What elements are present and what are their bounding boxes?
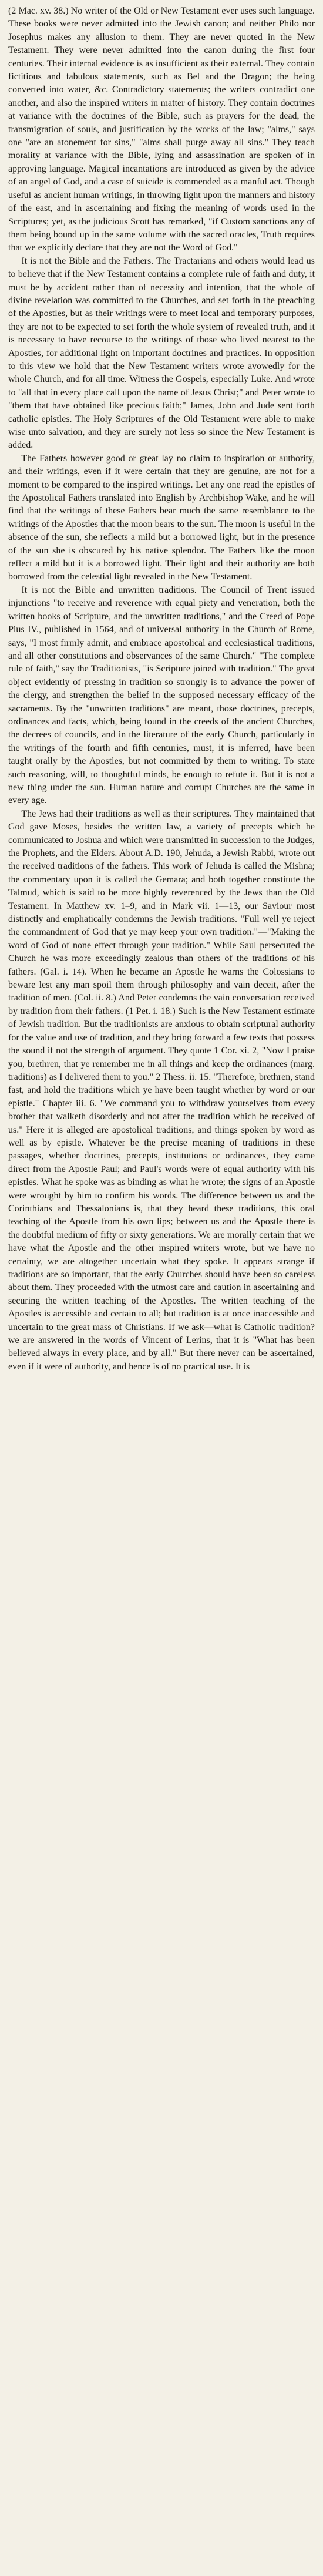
paragraph-bible-and-fathers: It is not the Bible and the Fathers. The Tractarians and others would lead us to believe that if the New Testament contains a complete rule of faith and duty, it must be by accident rather than of necessity and intention, that the whole of divine revelation was committed to the Churches, and set forth in the preaching of the Apostles, but as their writings were to meet local and temporary purposes, they are not to be expected to set forth the whole system of revealed truth, and it is necessary to have recourse to the writings of those who lived nearest to the Apostles, for additional light on important doctrines and practices. In opposition to this view we hold that the New Testament writers wrote avowedly for the whole Church, and for all time. Witness the Gospels, especially Luke. And wrote to "all that in every place call upon the name of Jesus Christ;" and Peter wrote to "them that have obtained like precious faith;" James, John and Jude sent forth catholic epistles. The Holy Scriptures of the Old Testament were able to make wise unto salvation, and they are surely not less so since the New Testament is added. [8,256,315,451]
paragraph-fathers-borrowed-light: The Fathers however good or great lay no claim to inspiration or authority, and their writings, even if it were certain that they are genuine, are not for a moment to be compared to the inspired writings. Let any one read the epistles of the Apostolical Fathers translated into English by Archbishop Wake, and he will find that the writings of these Fathers bear much the same resemblance to the writings of the Apostles that the moon bears to the sun. The moon is useful in the absence of the sun, she reflects a mild but a borrowed light, but in the presence of the sun she is obscured by his native splendor. The Fathers like the moon reflect a mild but it is a borrowed light. Their light and their authority are both borrowed from the celestial light revealed in the New Testament. [8,453,315,582]
paragraph-unwritten-traditions: It is not the Bible and unwritten traditions. The Council of Trent issued injunctions "to receive and reverence with equal piety and veneration, both the written books of Scripture, and the unwritten traditions," and the Creed of Pope Pius IV., published in 1564, and of universal authority in the Church of Rome, says, "I most firmly admit, and embrace apostolical and ecclesiastical traditions, and all other constitutions and observances of the same Church." "The complete rule of faith," say the Traditionists, "is Scripture joined with tradition." The great object evidently of pressing in tradition so strongly is to advance the power of the clergy, and strengthen the belief in the supposed necessary efficacy of the sacraments. By the "unwritten traditions" are meant, those doctrines, precepts, ordinances and facts, which, being found in the creeds of the ancient Churches, the decrees of councils, and in the literature of the early Church, particularly in the writings of the fourth and fifth centuries, must, it is inferred, have been taught orally by the Apostles, but not committed by them to writing. To state such reasoning, will, to thoughtful minds, be enough to refute it. But it is not a new thing under the sun. Human nature and corrupt Churches are the same in every age. [8,585,315,806]
paragraph-jewish-traditions: The Jews had their traditions as well as their scriptures. They maintained that God gave Moses, besides the written law, a variety of precepts which he communicated to Joshua and which were transmitted in succession to the Judges, the Prophets, and the Elders. About A.D. 190, Jehuda, a Jewish Rabbi, wrote out the received traditions of the fathers. This work of Jehuda is called the Mishna; the commentary upon it is called the Gemara; and both together constitute the Talmud, which is said to be more highly reverenced by the Jews than the Old Testament. In Matthew xv. 1–9, and in Mark vii. 1—13, our Saviour most distinctly and emphatically condemns the Jewish traditions. "Full well ye reject the commandment of God that ye may keep your own tradition."—"Making the word of God of none effect through your tradition." While Saul persecuted the Church he was more exceedingly zealous than others of the traditions of his fathers. (Gal. i. 14). When he became an Apostle he warns the Colossians to beware lest any man spoil them through philosophy and vain deceit, after the tradition of men. (Col. ii. 8.) And Peter condemns the vain conversation received by tradition from their fathers. (1 Pet. i. 18.) Such is the New Testament estimate of Jewish tradition. But the traditionists are anxious to obtain scriptural authority for the value and use of tradition, and they bring forward a few texts that possess the sound if not the strength of argument. They quote 1 Cor. xi. 2, "Now I praise you, brethren, that ye remember me in all things and keep the ordinances (marg. traditions) as I delivered them to you." 2 Thess. ii. 15. "Therefore, brethren, stand fast, and hold the traditions which ye have been taught whether by word or our epistle." Chapter iii. 6. "We command you to withdraw yourselves from every brother that walketh disorderly and not after the tradition which he received of us." Here it is alleged are apostolical traditions, and things spoken by word as well as by epistle. Whatever be the precise meaning of traditions in these passages, whether doctrines, precepts, institutions or ordinances, they came direct from the Apostle Paul; and Paul's words were of equal authority with his epistles. What he spoke was as binding as what he wrote; the signs of an Apostle were wrought by him to confirm his words. The difference between us and the Corinthians and Thessalonians is, that they heard these traditions, this oral teaching of the Apostle from his own lips; between us and the Apostle there is the doubtful medium of fifty or sixty generations. We are morally certain that we have what the Apostle and the other inspired writers wrote, but we have no certainty, we are altogether uncertain what they spoke. It appears strange if traditions are so important, that the early Churches should have been so careless about them. They proceeded with the utmost care and caution in ascertaining and securing the written teaching of the Apostles. The written teaching of the Apostles is accessible and certain to all; but tradition is at once inaccessible and uncertain to the great mass of Christians. If we ask—what is Catholic tradition? we are answered in the words of Vincent of Lerins, that it is "What has been believed always in every place, and by all." But there never can be ascertained, even if it were of authority, and hence is of no practical use. It is [8,808,315,1372]
paragraph-apocrypha: (2 Mac. xv. 38.) No writer of the Old or New Testament ever uses such language. These books were never admitted into the Jewish canon; and neither Philo nor Josephus makes any allusion to them. They are never quoted in the New Testament. They were never admitted into the canon during the first four centuries. Their internal evidence is as insufficient as their external. They contain fictitious and fabulous statements, such as Bel and the Dragon; the being converted into water, &c. Contradictory statements; the writers contradict one another, and also the inspired writers in matter of history. They contain doctrines at variance with the doctrines of the Bible, such as prayers for the dead, the transmigration of souls, and justification by the works of the law; "alms," says one "are an atonement for sins," "alms shall purge away all sins." They teach morality at variance with the Bible, lying and assassination are spoken of in approving language. Magical incantations are introduced as given by the advice of an angel of God, and a case of suicide is commended as a manful act. Though useful as ancient human writings, in throwing light upon the manners and history of the east, and in ascertaining and fixing the meaning of words used in the Scriptures; yet, as the judicious Scott has remarked, "if Custom sanctions any of them being bound up in the same volume with the sacred oracles, Truth requires that we explicitly declare that they are not the Word of God." [8,6,315,253]
